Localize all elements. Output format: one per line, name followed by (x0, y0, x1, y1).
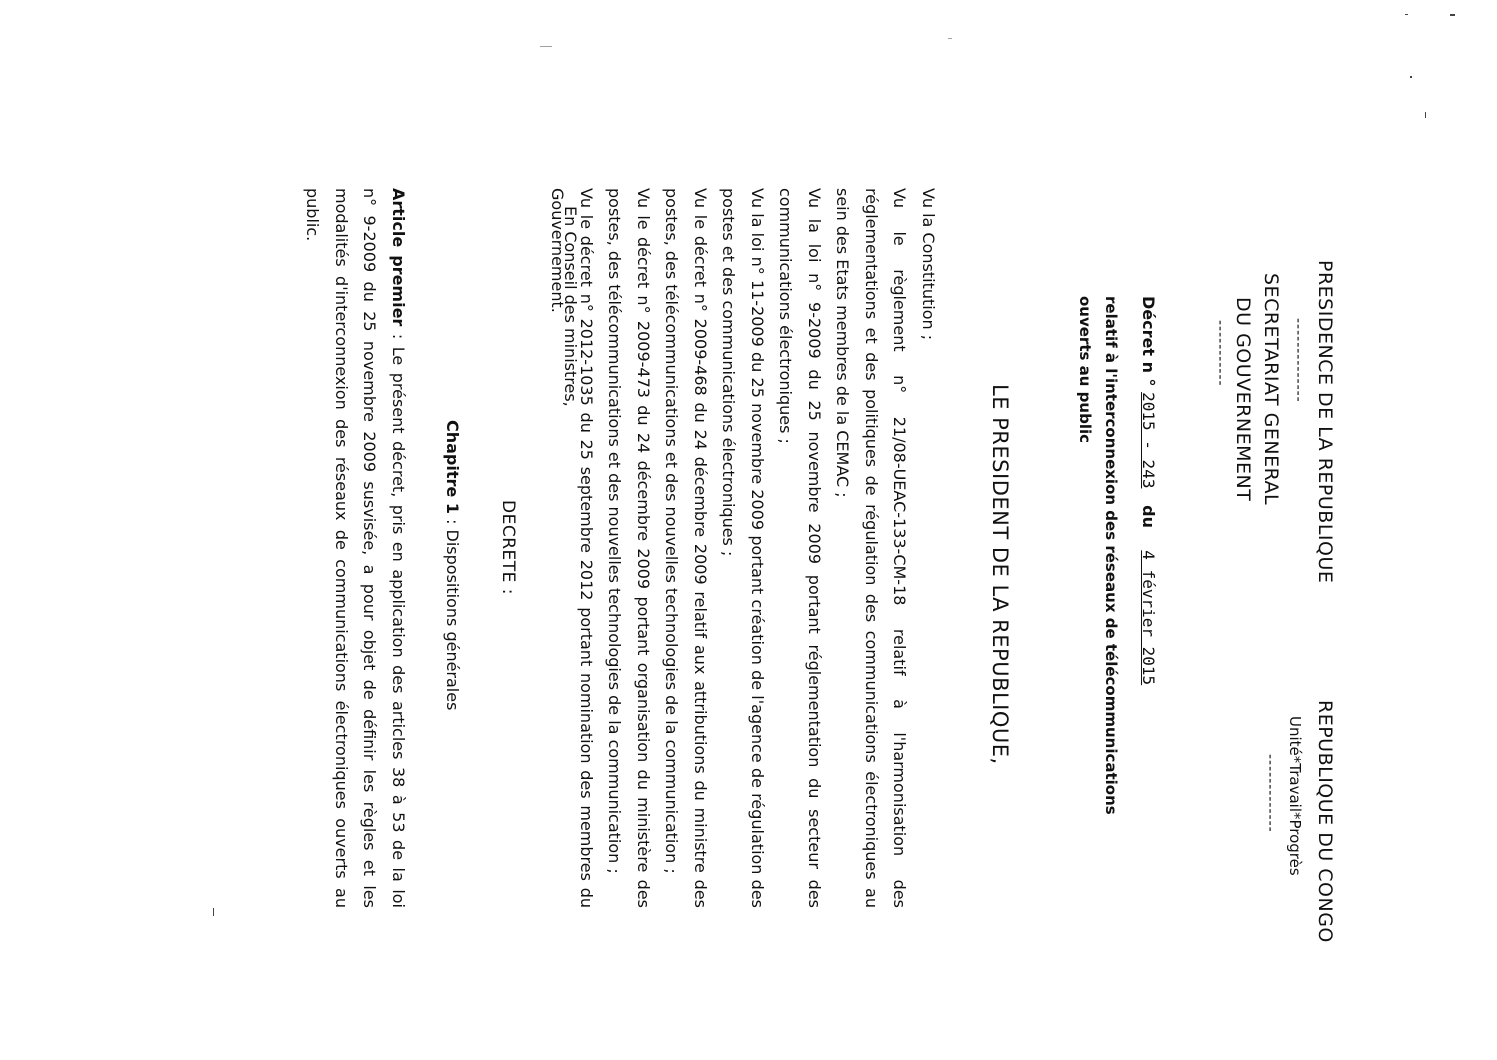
republique-title: REPUBLIQUE DU CONGO (1314, 700, 1336, 943)
scan-speck (1425, 112, 1426, 118)
republique-motto: Unité*Travail*Progrès (1286, 716, 1304, 876)
presidence-title: PRESIDENCE DE LA REPUBLIQUE (1314, 260, 1336, 584)
decrete-heading: DECRETE : (498, 500, 518, 596)
article-line (384, 188, 413, 908)
decree-subject-line2: ouverts au public (1076, 296, 1094, 444)
scan-speck (540, 46, 552, 47)
article-line: modalités d'interconnexion des réseaux de communications électroniques ouverts au (332, 188, 351, 908)
scan-speck (948, 38, 952, 39)
decree-du: du (1139, 505, 1158, 529)
visa-line: Gouvernement. (548, 188, 568, 313)
chapter-title: : Dispositions générales (443, 519, 462, 711)
scan-speck (1405, 14, 1408, 15)
article-block (298, 188, 412, 908)
visa-line: sein des Etats membres de la CEMAC ; (833, 188, 853, 498)
decree-prefix: Décret n ° (1139, 296, 1158, 387)
scan-speck (213, 908, 214, 916)
article-line: n° 9-2009 du 25 novembre 2009 susvisée, a pour objet de définir les règles et les (360, 188, 380, 908)
visa-line: Vu le règlement n° 21/08-UEAC-133-CM-18 relatif à l'harmonisation des (890, 188, 910, 908)
secretariat-title-line1: SECRETARIAT GENERAL (1260, 273, 1282, 506)
visa-line: Vu la loi n° 9-2009 du 25 novembre 2009 portant réglementation du secteur des (805, 188, 824, 908)
visa-line: Vu la Constitution ; (919, 188, 938, 341)
presidence-separator: -------------- (1290, 318, 1306, 403)
scan-speck (1450, 14, 1455, 16)
visa-line: Vu le décret n° 2009-473 du 24 décembre 2009 portant organisation du ministère des (634, 188, 653, 908)
decree-number-line (1139, 296, 1158, 685)
conseil-line: En Conseil des ministres, (561, 206, 580, 407)
article-text: : Le présent décret, pris en application des articles 38 à 53 de la loi (389, 326, 408, 908)
visa-line: Vu le décret n° 2009-468 du 24 décembre 2009 relatif aux attributions du ministre des (691, 188, 710, 908)
secretariat-title-line2: DU GOUVERNEMENT (1232, 297, 1254, 502)
decree-number: 2015 - 243 (1139, 392, 1158, 489)
chapter-label: Chapitre 1 (443, 420, 462, 514)
visa-line: postes, des télécommunications et des nouvelles technologies de la communication ; (662, 188, 682, 874)
article-label: Article premier (389, 188, 408, 327)
visa-line: réglementations et des politiques de régulation des communications électroniques au (862, 188, 881, 908)
visas-block (543, 188, 942, 908)
visa-line: Vu la loi n° 11-2009 du 25 novembre 2009 portant création de l'agence de régulation des (748, 188, 767, 908)
visa-line: Vu le décret n° 2012-1035 du 25 septembre 2012 portant nomination des membres du (577, 188, 596, 908)
secretariat-separator: ----------- (1212, 320, 1228, 387)
republique-separator: ------------- (1262, 754, 1278, 833)
visa-line: communications électroniques ; (776, 188, 796, 444)
visa-line: postes, des télécommunications et des nouvelles technologies de la communication ; (605, 188, 625, 874)
decree-date: 4 février 2015 (1139, 550, 1158, 686)
visa-line: postes et des communications électroniques ; (719, 188, 739, 557)
scan-speck (1410, 76, 1412, 78)
chapter-heading (443, 420, 462, 710)
president-title: LE PRESIDENT DE LA REPUBLIQUE, (988, 384, 1012, 765)
decree-subject-line1: relatif à l'interconnexion des réseaux de télécommunications (1102, 296, 1120, 815)
article-line: public. (303, 188, 323, 242)
